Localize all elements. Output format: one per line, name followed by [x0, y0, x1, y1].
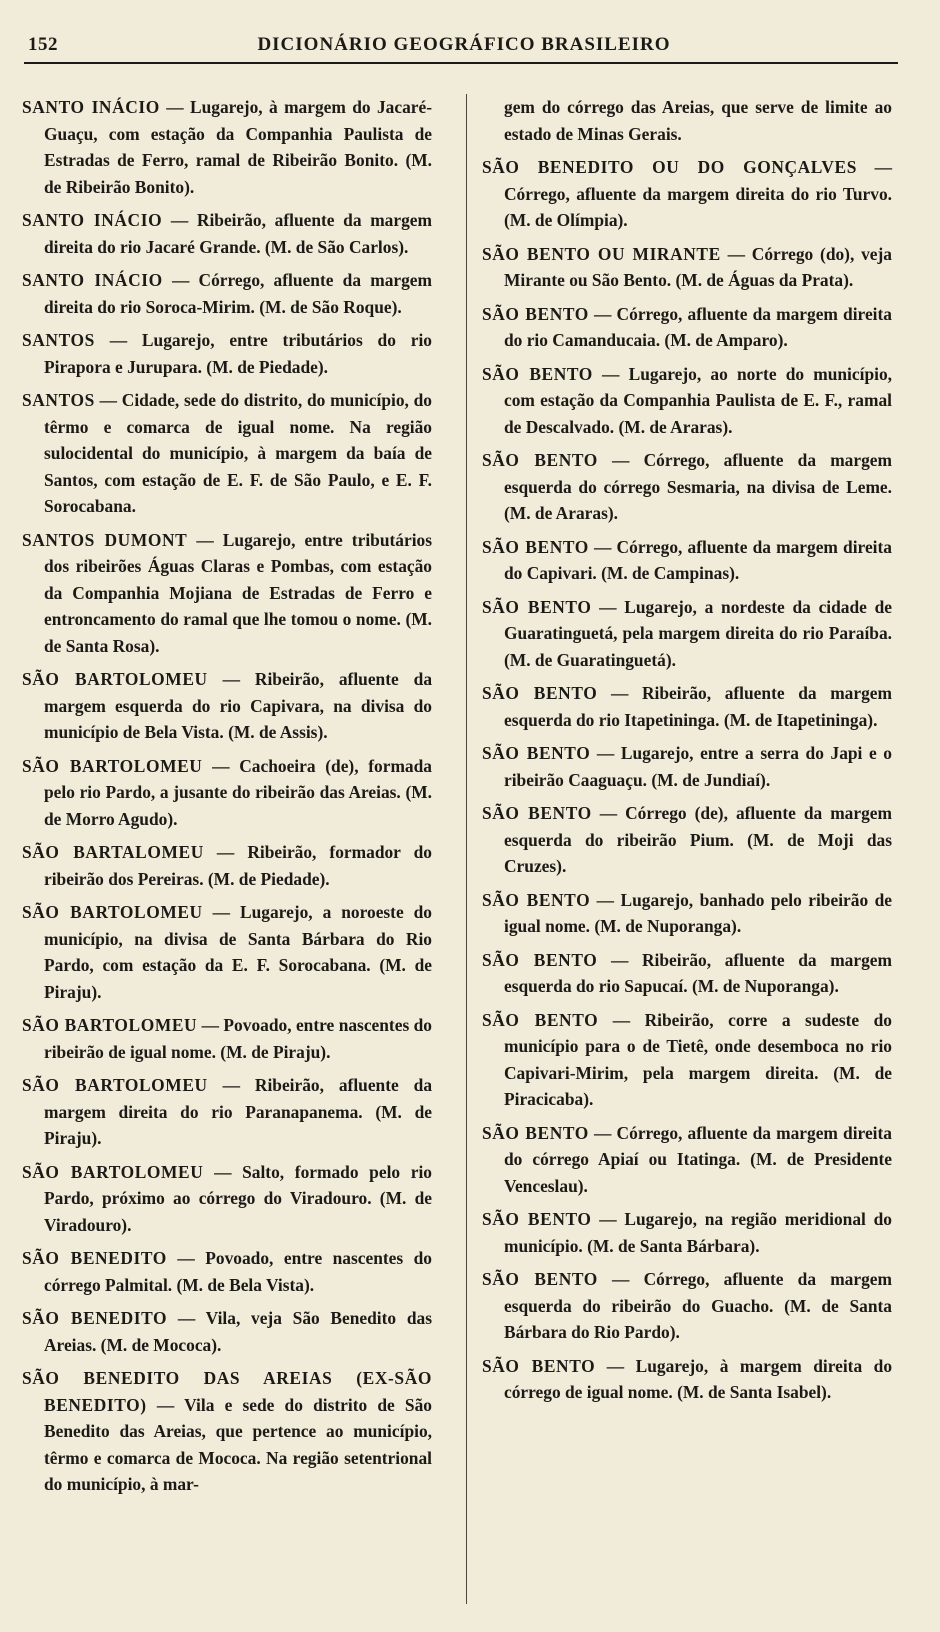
entry-headword: SÃO BARTALOMEU — [22, 842, 204, 862]
dictionary-entry — [22, 207, 432, 260]
entry-headword: SÃO BENTO — [482, 450, 598, 470]
entry-headword: SÃO BARTOLOMEU — [22, 1161, 204, 1182]
entry-definition: — Cidade, sede do distrito, do município, do têrmo e comarca de igual nome. Na região sulocidental do município, à margem da baía de Santos, com estação de E. F. de São Paulo, e E. F. Sorocabana. — [44, 390, 432, 516]
entry-definition: — Lugarejo, à margem do Jacaré-Guaçu, com estação da Companhia Paulista de Estradas de Ferro, ramal de Ribeirão Bonito. (M. de Ribeirão Bonito). — [44, 97, 432, 197]
dictionary-entry — [22, 527, 432, 660]
header-rule — [24, 62, 898, 64]
entry-headword: SÃO BARTOLOMEU — [22, 755, 203, 776]
entry-definition: — Povoado, entre nascentes do córrego Palmital. (M. de Bela Vista). — [44, 1248, 432, 1295]
entry-definition: gem do córrego das Areias, que serve de limite ao estado de Minas Gerais. — [504, 97, 892, 144]
entry-definition: — Ribeirão, corre a sudeste do município para o de Tietê, onde desemboca no rio Capivari-Mirim, pela margem direita. (M. de Piracicaba). — [504, 1009, 892, 1109]
entry-headword: SÃO BENTO — [482, 949, 598, 970]
entry-headword: SÃO BENTO — [482, 1269, 598, 1289]
entry-headword: SÃO BENEDITO DAS AREIAS (EX-SÃO BENEDITO) — [22, 1368, 432, 1415]
dictionary-entry — [482, 447, 892, 527]
dictionary-entry — [482, 1353, 892, 1406]
entry-definition: — Córrego (de), afluente da margem esquerda do ribeirão Pium. (M. de Moji das Cruzes). — [504, 803, 893, 876]
entry-definition: — Lugarejo, a noroeste do município, na divisa de Santa Bárbara do Rio Pardo, com estação da E. F. Sorocabana. (M. de Piraju). — [44, 902, 433, 1002]
entry-headword: SANTO INÁCIO — [22, 270, 163, 290]
entry-definition: — Lugarejo, ao norte do município, com estação da Companhia Paulista de E. F., ramal de Descalvado. (M. de Araras). — [504, 363, 892, 437]
entry-headword: SÃO BENEDITO — [22, 1248, 167, 1268]
entry-headword: SÃO BENEDITO — [22, 1308, 168, 1328]
entry-headword: SÃO BENTO — [482, 303, 589, 324]
entry-headword: SÃO BENEDITO OU DO GONÇALVES — [482, 157, 858, 177]
entry-headword: SANTO INÁCIO — [22, 210, 163, 230]
entry-headword: SANTOS — [22, 390, 95, 410]
entry-headword: SÃO BENTO — [482, 1209, 592, 1229]
entry-headword: SÃO BENTO — [482, 363, 593, 384]
dictionary-entry — [22, 1072, 432, 1152]
dictionary-entry — [482, 1266, 892, 1346]
dictionary-entry — [22, 666, 432, 746]
entry-definition: — Vila, veja São Benedito das Areias. (M. de Mococa). — [44, 1308, 432, 1355]
entry-definition: — Vila e sede do distrito de São Benedito das Areias, que pertence ao município, têrmo e comarca de Mococa. Na região setentrional do município, à mar- — [44, 1394, 432, 1494]
dictionary-entry — [22, 327, 432, 380]
entry-definition: — Córrego, afluente da margem esquerda do ribeirão do Guacho. (M. de Santa Bárbara do Rio Pardo). — [504, 1269, 892, 1342]
entry-definition: — Salto, formado pelo rio Pardo, próximo ao córrego do Viradouro. (M. de Viradouro). — [44, 1161, 432, 1235]
entry-definition: — Córrego, afluente da margem direita do rio Turvo. (M. de Olímpia). — [504, 157, 892, 230]
dictionary-entry — [482, 154, 892, 234]
entry-headword: SÃO BENTO — [482, 1009, 599, 1030]
entry-headword: SÃO BARTOLOMEU — [22, 1015, 198, 1035]
dictionary-entry — [22, 1365, 432, 1498]
entry-headword: SANTO INÁCIO — [22, 97, 160, 117]
entry-headword: SÃO BENTO — [482, 889, 591, 910]
dictionary-entry — [22, 1245, 432, 1298]
entry-headword: SÃO BARTOLOMEU — [22, 1075, 208, 1095]
entry-definition: — Córrego, afluente da margem direita do Capivari. (M. de Campinas). — [504, 536, 892, 583]
entry-definition: — Ribeirão, afluente da margem direita do rio Paranapanema. (M. de Piraju). — [44, 1075, 433, 1148]
entry-definition: — Cachoeira (de), formada pelo rio Pardo, a jusante do ribeirão das Areias. (M. de Morro Agudo). — [44, 755, 432, 829]
dictionary-entry — [482, 680, 892, 733]
dictionary-entry — [482, 887, 892, 940]
running-title: DICIONÁRIO GEOGRÁFICO BRASILEIRO — [257, 34, 671, 55]
entry-headword: SÃO BENTO OU MIRANTE — [482, 243, 721, 264]
entry-headword: SÃO BARTOLOMEU — [22, 669, 208, 689]
entry-headword: SÃO BENTO — [482, 596, 592, 617]
entry-headword: SÃO BENTO — [482, 743, 591, 763]
entry-definition: — Ribeirão, afluente da margem esquerda do rio Sapucaí. (M. de Nuporanga). — [504, 949, 892, 996]
dictionary-entry — [482, 1007, 892, 1113]
page-number: 152 — [28, 34, 58, 55]
entry-headword: SANTOS — [22, 330, 95, 350]
dictionary-entry — [482, 534, 892, 587]
right-column — [482, 94, 892, 1413]
entry-definition: — Lugarejo, entre tributários do rio Pirapora e Jurupara. (M. de Piedade). — [44, 330, 432, 377]
entry-definition: — Córrego (do), veja Mirante ou São Bento. (M. de Águas da Prata). — [504, 243, 893, 290]
dictionary-entry — [22, 267, 432, 320]
dictionary-entry — [482, 947, 892, 1000]
entry-definition: — Lugarejo, banhado pelo ribeirão de igual nome. (M. de Nuporanga). — [504, 889, 892, 936]
dictionary-entry — [482, 301, 892, 354]
dictionary-entry — [482, 594, 892, 674]
page-header — [28, 34, 900, 64]
entry-headword: SÃO BARTOLOMEU — [22, 902, 203, 922]
dictionary-entry — [482, 241, 892, 294]
entry-headword: SÃO BENTO — [482, 536, 589, 557]
dictionary-entry — [482, 94, 892, 147]
entry-headword: SÃO BENTO — [482, 1355, 596, 1376]
entry-definition: — Lugarejo, entre tributários dos ribeirões Águas Claras e Pombas, com estação da Companhia Mojiana de Estradas de Ferro e entroncamento do ramal que lhe tomou o nome. (M. de Santa Rosa). — [44, 529, 432, 656]
entry-definition: — Ribeirão, formador do ribeirão dos Pereiras. (M. de Piedade). — [44, 842, 432, 889]
entry-definition: — Lugarejo, entre a serra do Japi e o ribeirão Caaguaçu. (M. de Jundiaí). — [504, 743, 892, 790]
entry-definition: — Ribeirão, afluente da margem esquerda do rio Capivara, na divisa do município de Bela Vista. (M. de Assis). — [44, 669, 433, 742]
entry-definition: — Córrego, afluente da margem direita do rio Camanducaia. (M. de Amparo). — [504, 303, 892, 350]
entry-headword: SANTOS DUMONT — [22, 529, 188, 550]
dictionary-entry — [22, 387, 432, 520]
dictionary-entry — [482, 361, 892, 441]
dictionary-entry — [482, 1120, 892, 1200]
entry-definition: — Lugarejo, na região meridional do município. (M. de Santa Bárbara). — [504, 1209, 893, 1256]
column-divider — [466, 94, 467, 1604]
entry-definition: — Córrego, afluente da margem direita do rio Soroca-Mirim. (M. de São Roque). — [44, 270, 433, 317]
dictionary-entry — [22, 753, 432, 833]
dictionary-entry — [482, 800, 892, 880]
dictionary-entry — [482, 740, 892, 793]
entry-definition: — Ribeirão, afluente da margem direita do rio Jacaré Grande. (M. de São Carlos). — [44, 210, 432, 257]
entry-definition: — Ribeirão, afluente da margem esquerda do rio Itapetininga. (M. de Itapetininga). — [504, 683, 892, 730]
entry-headword: SÃO BENTO — [482, 683, 598, 703]
entry-definition: — Lugarejo, à margem direita do córrego de igual nome. (M. de Santa Isabel). — [504, 1355, 893, 1402]
dictionary-entry — [482, 1206, 892, 1259]
entry-definition: — Córrego, afluente da margem esquerda do córrego Sesmaria, na divisa de Leme. (M. de Araras). — [504, 450, 892, 523]
dictionary-entry — [22, 94, 432, 200]
entry-definition: — Lugarejo, a nordeste da cidade de Guaratinguetá, pela margem direita do rio Paraíba. (M. de Guaratinguetá). — [504, 596, 892, 670]
dictionary-entry — [22, 1305, 432, 1358]
entry-definition: — Córrego, afluente da margem direita do córrego Apiaí ou Itatinga. (M. de Presidente Venceslau). — [504, 1122, 892, 1196]
left-column — [22, 94, 432, 1505]
entry-headword: SÃO BENTO — [482, 1122, 589, 1143]
entry-definition: — Povoado, entre nascentes do ribeirão de igual nome. (M. de Piraju). — [44, 1015, 432, 1062]
dictionary-entry — [22, 899, 432, 1005]
dictionary-entry — [22, 839, 432, 892]
dictionary-entry — [22, 1012, 432, 1065]
entry-headword: SÃO BENTO — [482, 803, 592, 823]
dictionary-entry — [22, 1159, 432, 1239]
